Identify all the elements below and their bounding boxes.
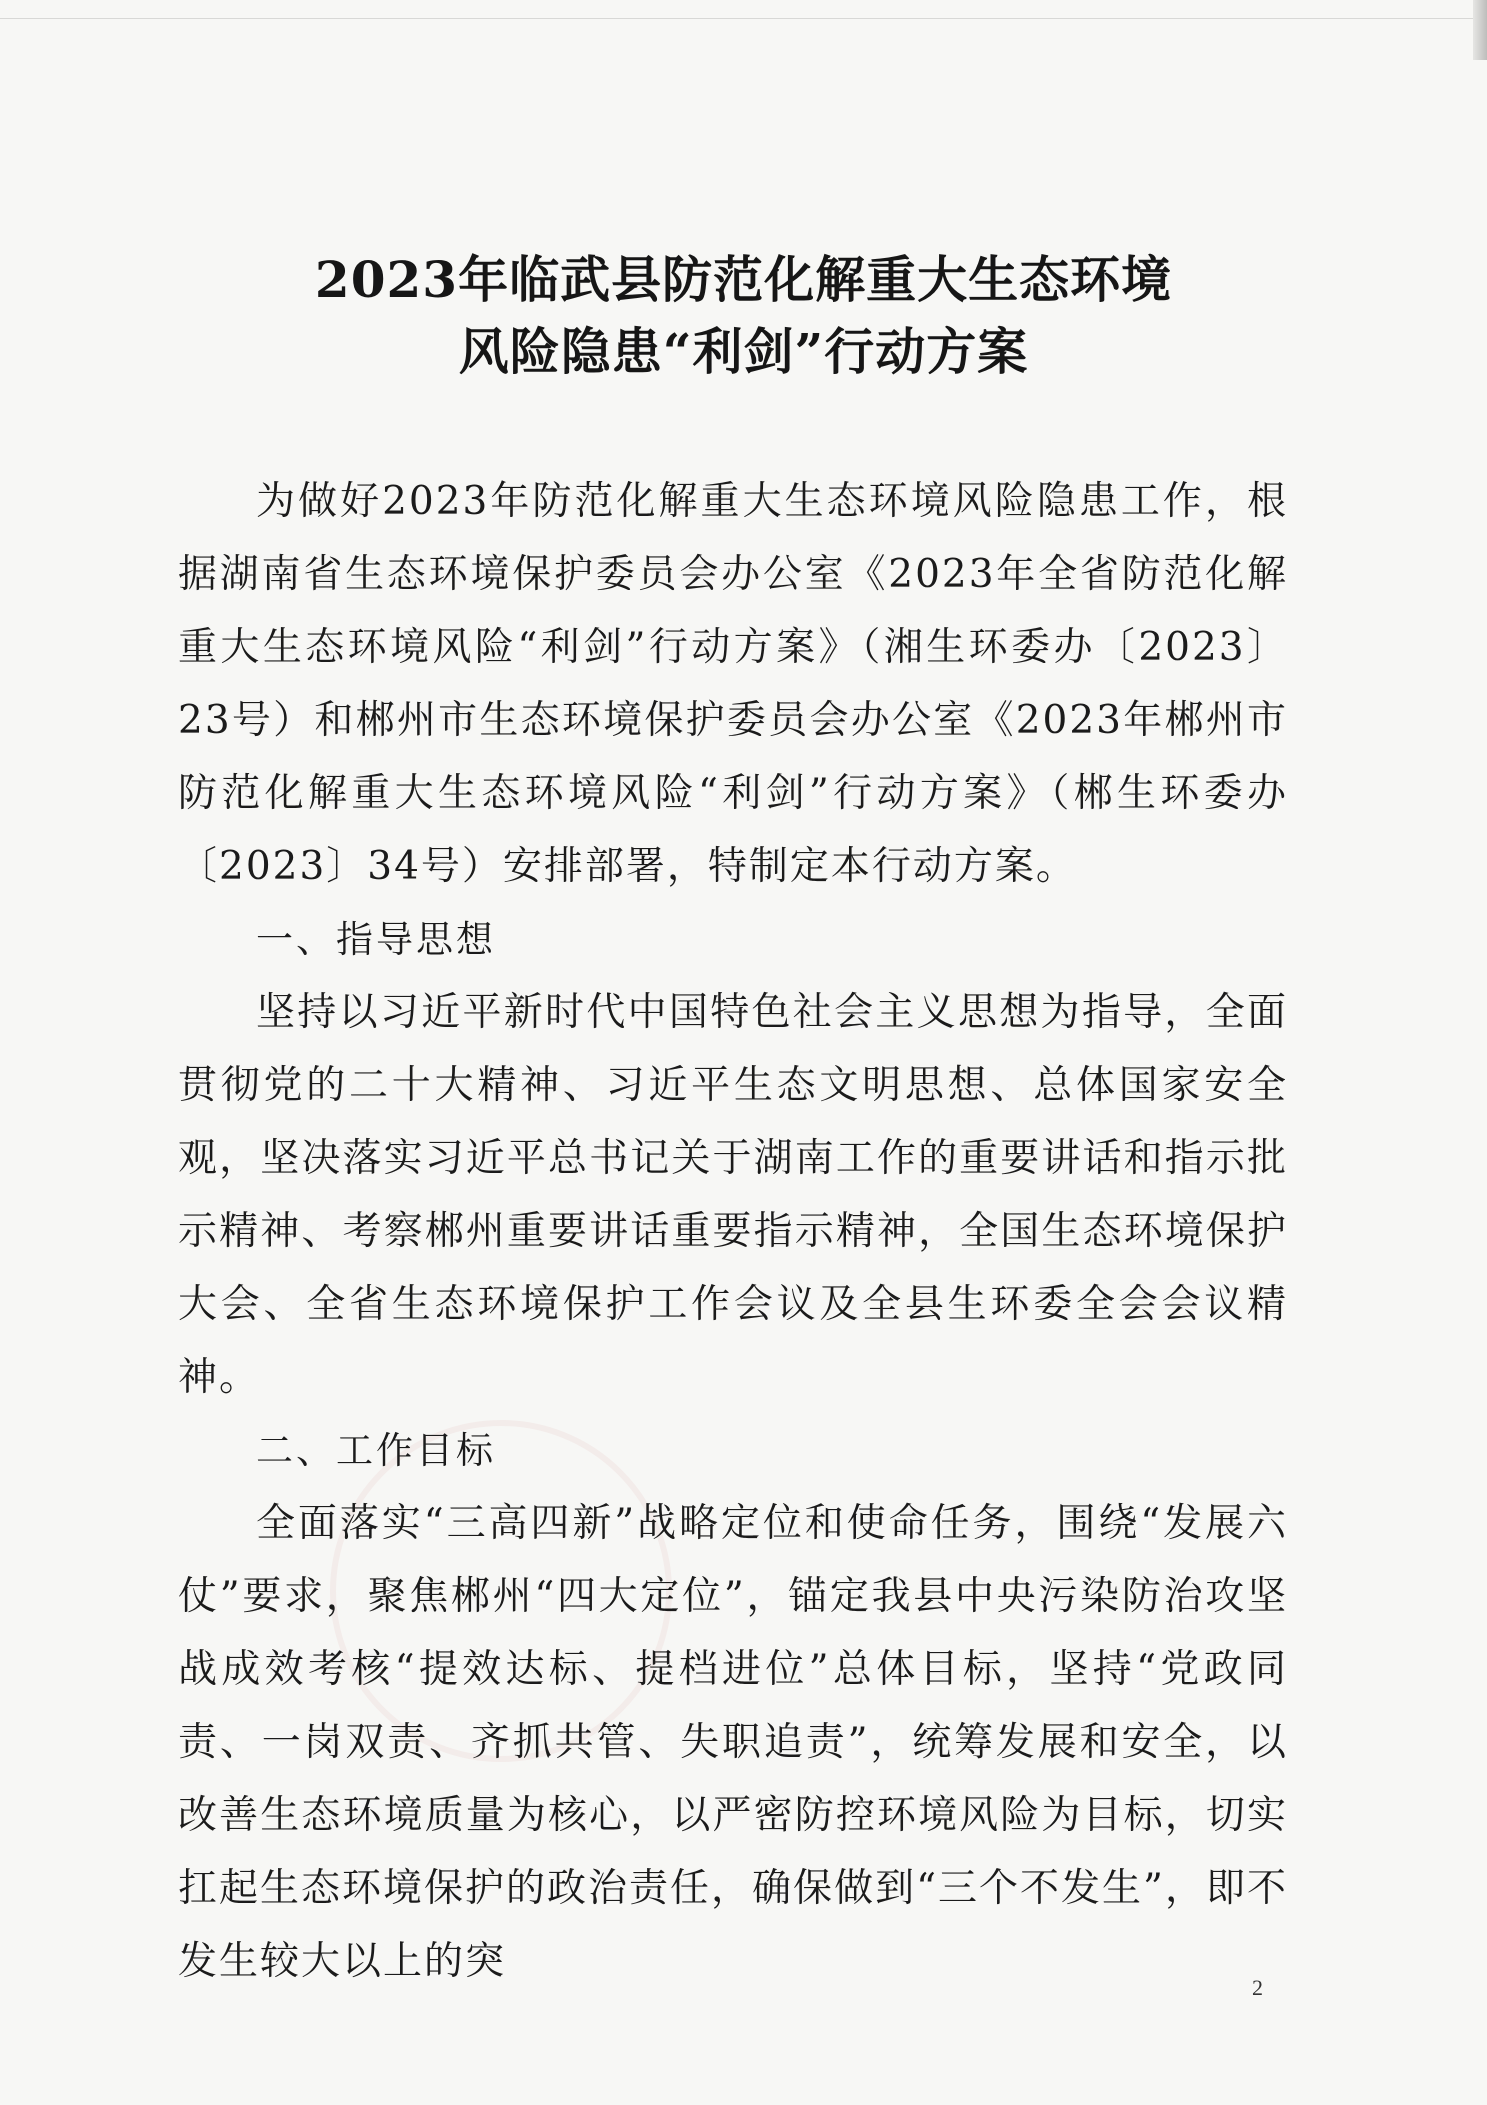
scan-corner-mark bbox=[1473, 0, 1487, 60]
work-goals-paragraph: 全面落实“三高四新”战略定位和使命任务，围绕“发展六仗”要求，聚焦郴州“四大定位”，锚定我县中央污染防治攻坚战成效考核“提效达标、提档进位”总体目标，坚持“党政同责、一岗双责、齐抓共管、失职追责”，统筹发展和安全，以改善生态环境质量为核心，以严密防控环境风险为目标，切实扛起生态环境保护的政治责任，确保做到“三个不发生”，即不发生较大以上的突 bbox=[178, 1501, 1288, 1984]
scan-edge-line bbox=[0, 18, 1487, 19]
section-heading-guiding-ideology: 一、指导思想 bbox=[256, 918, 496, 961]
section-heading-work-goals: 二、工作目标 bbox=[256, 1429, 496, 1472]
document-title-line-2: 风险隐患“利剑”行动方案 bbox=[458, 322, 1029, 381]
page-number: 2 bbox=[1252, 1975, 1263, 2000]
guiding-ideology-paragraph: 坚持以习近平新时代中国特色社会主义思想为指导，全面贯彻党的二十大精神、习近平生态文明思想、总体国家安全观，坚决落实习近平总书记关于湖南工作的重要讲话和指示批示精神、考察郴州重要讲话重要指示精神，全国生态环境保护大会、全省生态环境保护工作会议及全县生环委全会会议精神。 bbox=[178, 990, 1288, 1400]
document-title-line-1: 2023年临武县防范化解重大生态环境 bbox=[314, 250, 1173, 309]
intro-paragraph: 为做好2023年防范化解重大生态环境风险隐患工作，根据湖南省生态环境保护委员会办公室《2023年全省防范化解重大生态环境风险“利剑”行动方案》（湘生环委办〔2023〕23号）和郴州市生态环境保护委员会办公室《2023年郴州市防范化解重大生态环境风险“利剑”行动方案》（郴生环委办〔2023〕34号）安排部署，特制定本行动方案。 bbox=[178, 479, 1288, 889]
document-body bbox=[178, 465, 1288, 1998]
